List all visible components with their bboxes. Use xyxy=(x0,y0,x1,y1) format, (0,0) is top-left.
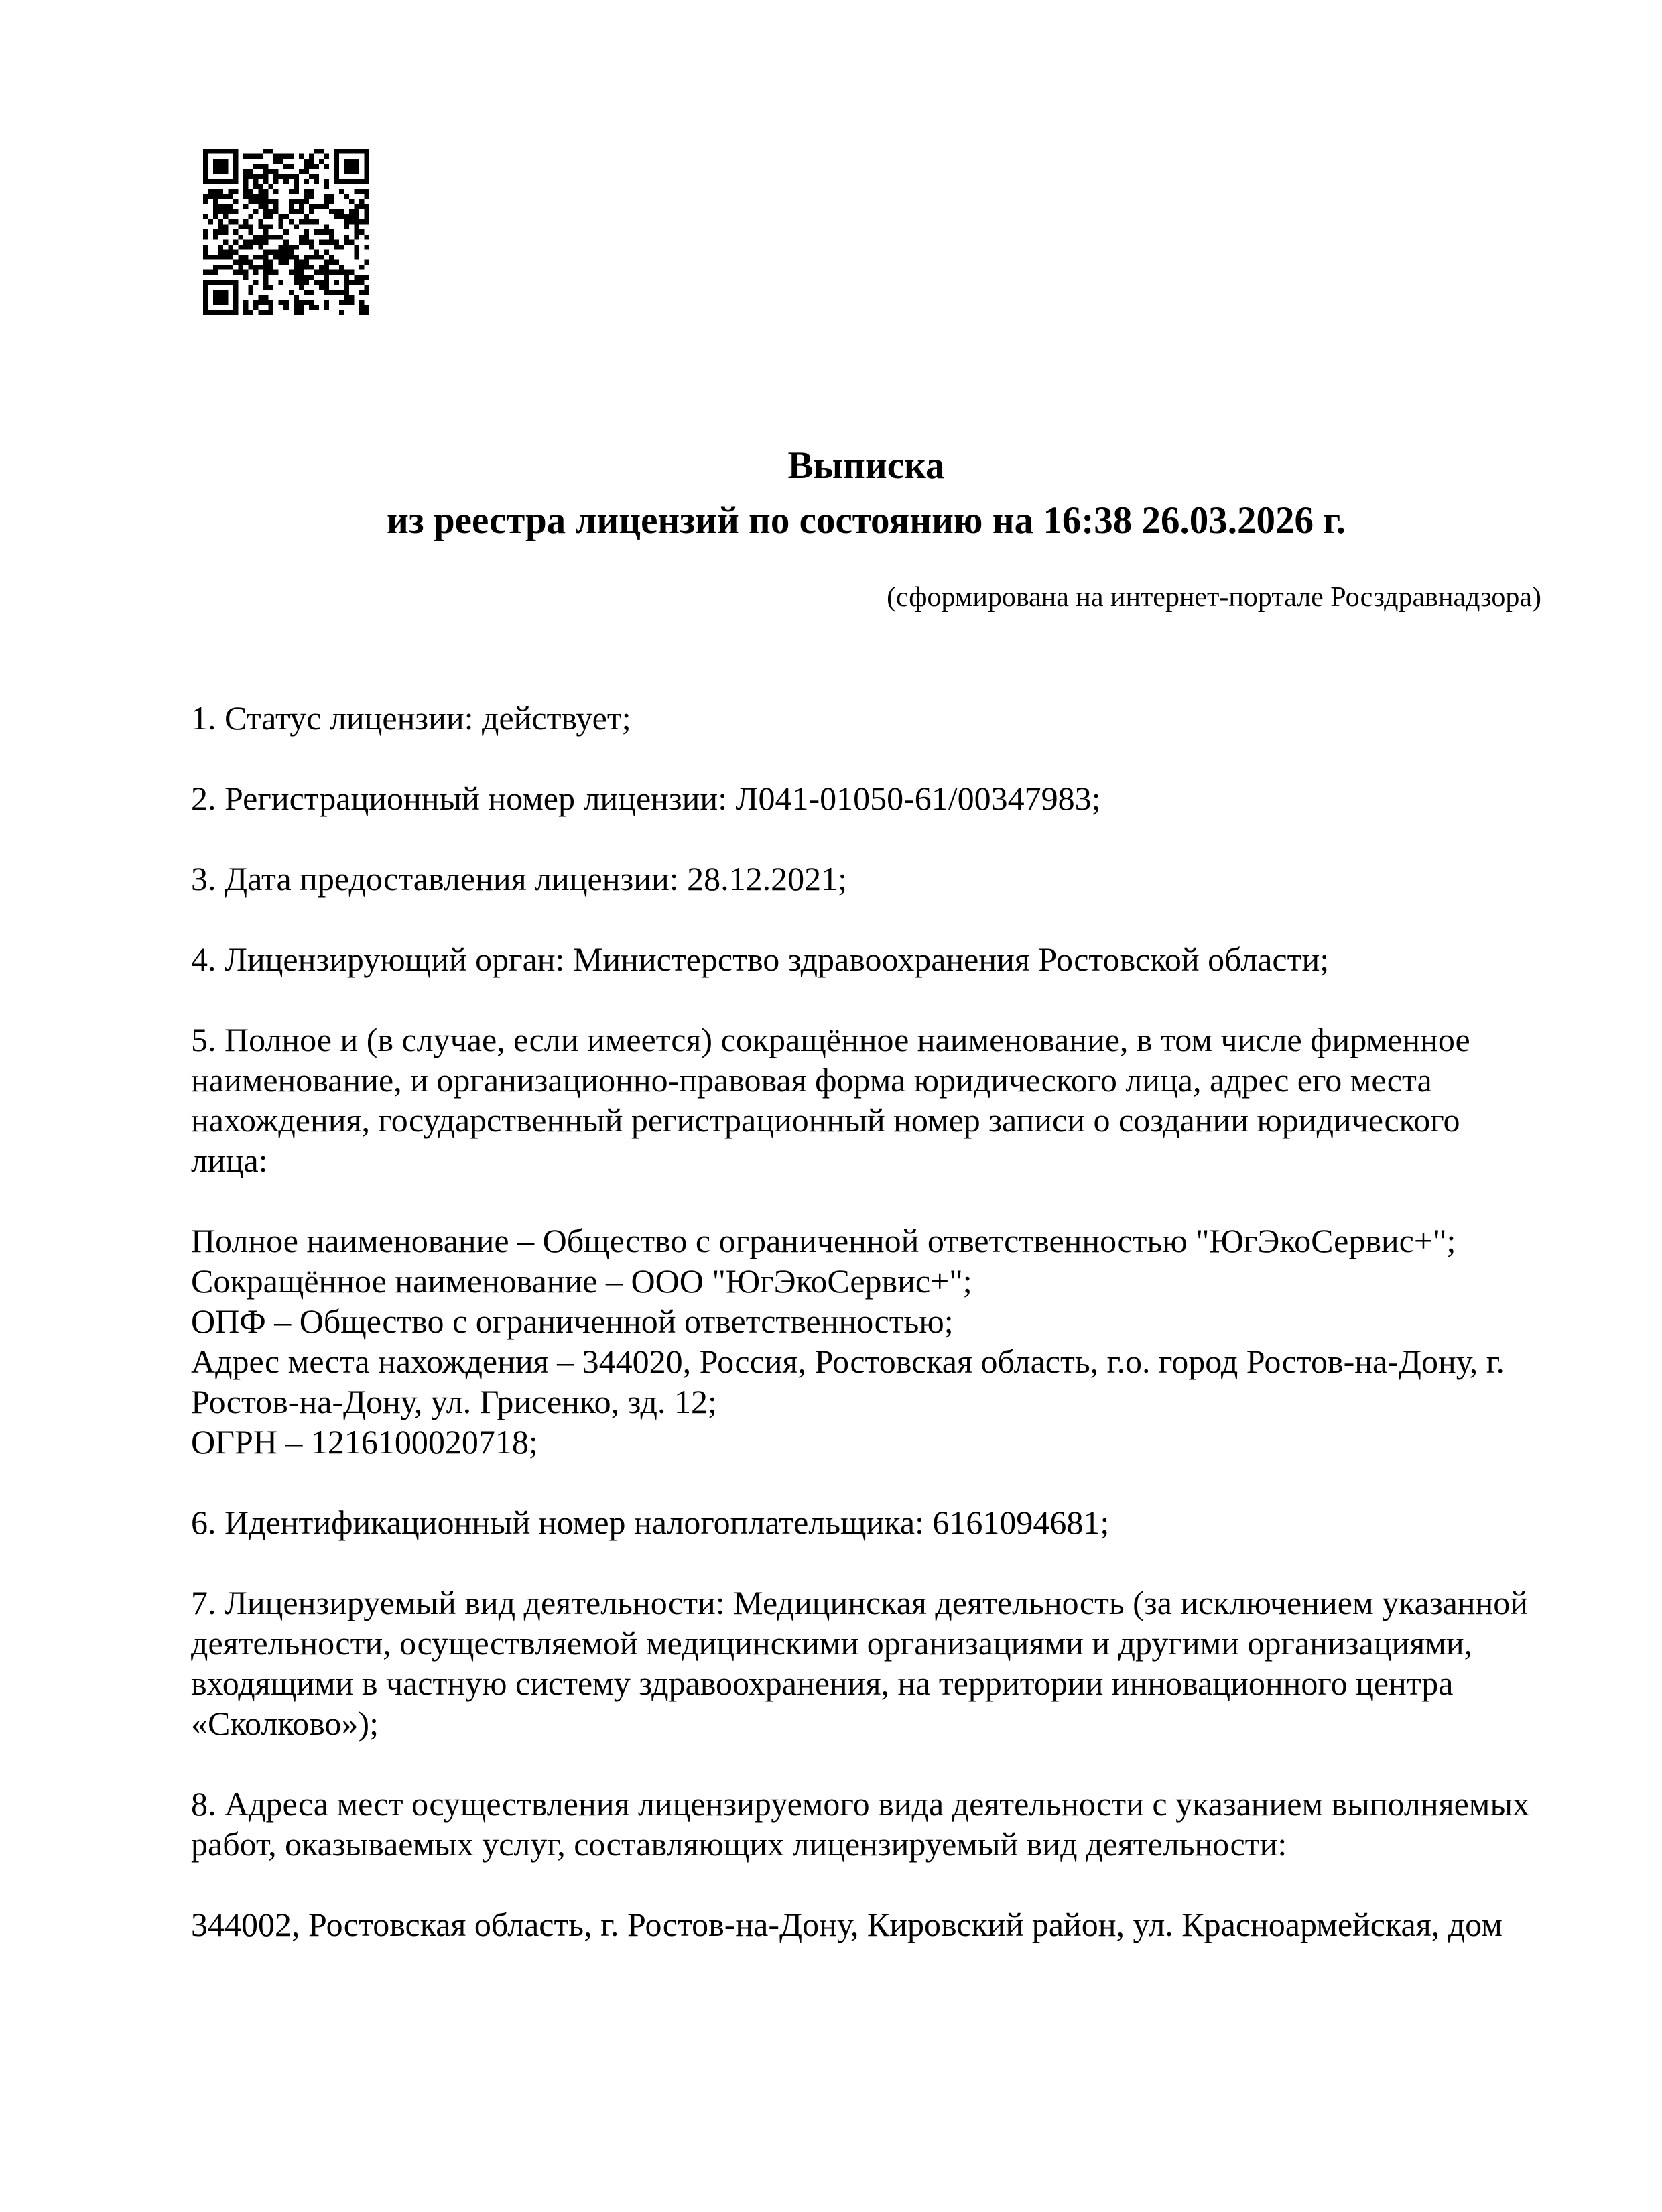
paragraph: 7. Лицензируемый вид деятельности: Медицинская деятельность (за исключением указанной деятельности, осуществляемой медицинскими организациями и другими организациями, входящими в частную систему здравоохранения, на территории инновационного центра «Сколково»); xyxy=(191,1584,1529,1742)
paragraph: 344002, Ростовская область, г. Ростов-на-Дону, Кировский район, ул. Красноармейская, дом xyxy=(191,1906,1503,1943)
qr-code-icon xyxy=(203,149,369,315)
paragraph: Сокращённое наименование – ООО "ЮгЭкоСервис+"; xyxy=(191,1262,972,1300)
paragraph: Адрес места нахождения – 344020, Россия, Ростовская область, г.о. город Ростов-на-Дону, г. Ростов-на-Дону, ул. Грисенко, зд. 12; xyxy=(191,1343,1505,1420)
document-title-line1: Выписка xyxy=(787,444,945,487)
document-body xyxy=(191,698,1541,1945)
document-title xyxy=(191,438,1541,548)
paragraph: 6. Идентификационный номер налогоплательщика: 6161094681; xyxy=(191,1503,1110,1541)
paragraph: 5. Полное и (в случае, если имеется) сокращённое наименование, в том числе фирменное наименование, и организационно-правовая форма юридического лица, адрес его места нахождения, государственный регистрационный номер записи о создании юридического лица: xyxy=(191,1021,1470,1179)
paragraph: Полное наименование – Общество с ограниченной ответственностью "ЮгЭкоСервис+"; xyxy=(191,1222,1456,1259)
paragraph: ОГРН – 1216100020718; xyxy=(191,1423,538,1461)
paragraph: 1. Статус лицензии: действует; xyxy=(191,699,631,737)
paragraph: 3. Дата предоставления лицензии: 28.12.2021; xyxy=(191,860,848,898)
document-title-line2: из реестра лицензий по состоянию на 16:38 26.03.2026 г. xyxy=(386,499,1346,542)
paragraph: 8. Адреса мест осуществления лицензируемого вида деятельности с указанием выполняемых работ, оказываемых услуг, составляющих лицензируемый вид деятельности: xyxy=(191,1785,1530,1863)
document-subtitle: (сформирована на интернет-портале Росздравнадзора) xyxy=(887,582,1541,613)
paragraph: 4. Лицензирующий орган: Министерство здравоохранения Ростовской области; xyxy=(191,940,1330,978)
paragraph: 2. Регистрационный номер лицензии: Л041-01050-61/00347983; xyxy=(191,780,1101,817)
paragraph: ОПФ – Общество с ограниченной ответственностью; xyxy=(191,1302,954,1340)
